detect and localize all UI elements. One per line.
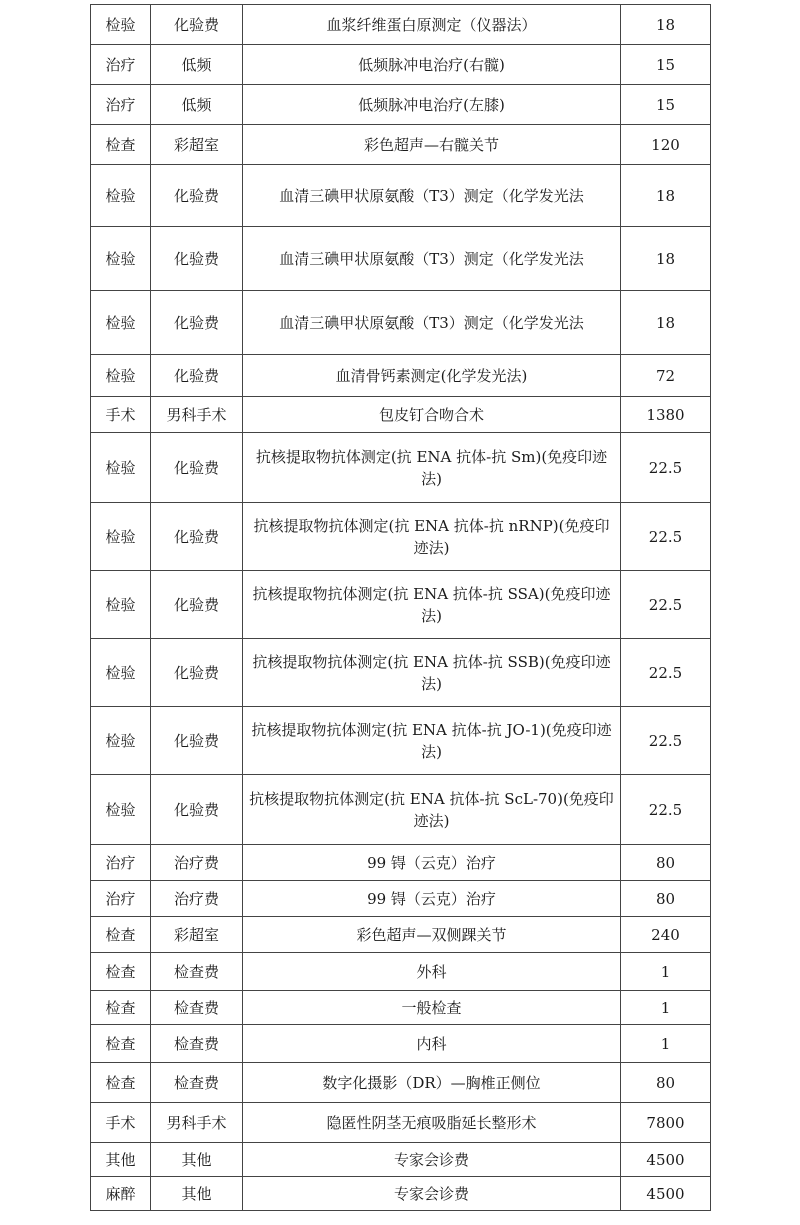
category-cell: 检验 — [91, 433, 151, 503]
price-cell: 4500 — [621, 1143, 711, 1177]
table-row — [91, 1177, 711, 1211]
type-cell: 检查费 — [151, 1063, 243, 1103]
type-cell: 治疗费 — [151, 881, 243, 917]
type-cell: 化验费 — [151, 775, 243, 845]
item-cell: 一般检查 — [243, 991, 621, 1025]
category-cell: 手术 — [91, 1103, 151, 1143]
type-cell: 治疗费 — [151, 845, 243, 881]
table-row — [91, 1063, 711, 1103]
item-cell: 抗核提取物抗体测定(抗 ENA 抗体-抗 Sm)(免疫印迹法) — [243, 433, 621, 503]
type-cell: 检查费 — [151, 1025, 243, 1063]
category-cell: 麻醉 — [91, 1177, 151, 1211]
item-cell: 血清骨钙素测定(化学发光法) — [243, 355, 621, 397]
type-cell: 检查费 — [151, 953, 243, 991]
category-cell: 检查 — [91, 917, 151, 953]
price-cell: 18 — [621, 291, 711, 355]
category-cell: 检验 — [91, 775, 151, 845]
item-cell: 隐匿性阴茎无痕吸脂延长整形术 — [243, 1103, 621, 1143]
item-cell: 抗核提取物抗体测定(抗 ENA 抗体-抗 JO-1)(免疫印迹法) — [243, 707, 621, 775]
price-cell: 1380 — [621, 397, 711, 433]
price-cell: 22.5 — [621, 639, 711, 707]
table-row — [91, 881, 711, 917]
price-cell: 1 — [621, 1025, 711, 1063]
price-cell: 80 — [621, 881, 711, 917]
table-row — [91, 433, 711, 503]
type-cell: 化验费 — [151, 5, 243, 45]
price-cell: 4500 — [621, 1177, 711, 1211]
category-cell: 检验 — [91, 355, 151, 397]
table-row — [91, 355, 711, 397]
table-row — [91, 1025, 711, 1063]
type-cell: 彩超室 — [151, 917, 243, 953]
category-cell: 检查 — [91, 125, 151, 165]
price-cell: 120 — [621, 125, 711, 165]
category-cell: 检验 — [91, 165, 151, 227]
type-cell: 化验费 — [151, 707, 243, 775]
item-cell: 彩色超声—双侧踝关节 — [243, 917, 621, 953]
item-cell: 抗核提取物抗体测定(抗 ENA 抗体-抗 SSA)(免疫印迹法) — [243, 571, 621, 639]
item-cell: 99 锝（云克）治疗 — [243, 845, 621, 881]
price-cell: 22.5 — [621, 707, 711, 775]
price-cell: 1 — [621, 953, 711, 991]
item-cell: 专家会诊费 — [243, 1143, 621, 1177]
table-row — [91, 227, 711, 291]
price-cell: 15 — [621, 45, 711, 85]
price-cell: 22.5 — [621, 571, 711, 639]
table-row — [91, 953, 711, 991]
category-cell: 检验 — [91, 707, 151, 775]
item-cell: 彩色超声—右髋关节 — [243, 125, 621, 165]
table-row — [91, 165, 711, 227]
price-cell: 7800 — [621, 1103, 711, 1143]
table-row — [91, 397, 711, 433]
category-cell: 手术 — [91, 397, 151, 433]
category-cell: 治疗 — [91, 845, 151, 881]
item-cell: 内科 — [243, 1025, 621, 1063]
price-cell: 80 — [621, 1063, 711, 1103]
type-cell: 化验费 — [151, 571, 243, 639]
price-cell: 1 — [621, 991, 711, 1025]
fee-table-body — [91, 5, 711, 1211]
type-cell: 其他 — [151, 1143, 243, 1177]
item-cell: 包皮钉合吻合术 — [243, 397, 621, 433]
table-row — [91, 1103, 711, 1143]
item-cell: 低频脉冲电治疗(右髋) — [243, 45, 621, 85]
table-row — [91, 571, 711, 639]
table-row — [91, 125, 711, 165]
category-cell: 检查 — [91, 991, 151, 1025]
table-row — [91, 85, 711, 125]
price-cell: 18 — [621, 5, 711, 45]
item-cell: 外科 — [243, 953, 621, 991]
item-cell: 血清三碘甲状原氨酸（T3）测定（化学发光法 — [243, 165, 621, 227]
price-cell: 72 — [621, 355, 711, 397]
type-cell: 男科手术 — [151, 1103, 243, 1143]
category-cell: 检验 — [91, 227, 151, 291]
item-cell: 血浆纤维蛋白原测定（仪器法） — [243, 5, 621, 45]
price-cell: 15 — [621, 85, 711, 125]
table-row — [91, 639, 711, 707]
price-cell: 18 — [621, 227, 711, 291]
table-row — [91, 45, 711, 85]
table-row — [91, 1143, 711, 1177]
type-cell: 化验费 — [151, 291, 243, 355]
table-row — [91, 707, 711, 775]
item-cell: 抗核提取物抗体测定(抗 ENA 抗体-抗 nRNP)(免疫印迹法) — [243, 503, 621, 571]
category-cell: 检查 — [91, 1063, 151, 1103]
category-cell: 检验 — [91, 571, 151, 639]
category-cell: 检查 — [91, 1025, 151, 1063]
price-cell: 22.5 — [621, 503, 711, 571]
item-cell: 抗核提取物抗体测定(抗 ENA 抗体-抗 ScL-70)(免疫印迹法) — [243, 775, 621, 845]
type-cell: 检查费 — [151, 991, 243, 1025]
type-cell: 化验费 — [151, 165, 243, 227]
type-cell: 男科手术 — [151, 397, 243, 433]
type-cell: 化验费 — [151, 639, 243, 707]
type-cell: 低频 — [151, 45, 243, 85]
price-cell: 22.5 — [621, 775, 711, 845]
category-cell: 检验 — [91, 639, 151, 707]
table-row — [91, 917, 711, 953]
item-cell: 血清三碘甲状原氨酸（T3）测定（化学发光法 — [243, 227, 621, 291]
category-cell: 检验 — [91, 5, 151, 45]
table-row — [91, 991, 711, 1025]
type-cell: 其他 — [151, 1177, 243, 1211]
type-cell: 化验费 — [151, 503, 243, 571]
item-cell: 抗核提取物抗体测定(抗 ENA 抗体-抗 SSB)(免疫印迹法) — [243, 639, 621, 707]
type-cell: 化验费 — [151, 433, 243, 503]
category-cell: 检查 — [91, 953, 151, 991]
category-cell: 检验 — [91, 291, 151, 355]
category-cell: 治疗 — [91, 881, 151, 917]
table-row — [91, 775, 711, 845]
price-cell: 240 — [621, 917, 711, 953]
table-row — [91, 503, 711, 571]
type-cell: 化验费 — [151, 227, 243, 291]
price-cell: 22.5 — [621, 433, 711, 503]
category-cell: 治疗 — [91, 85, 151, 125]
item-cell: 专家会诊费 — [243, 1177, 621, 1211]
price-cell: 18 — [621, 165, 711, 227]
type-cell: 彩超室 — [151, 125, 243, 165]
table-row — [91, 291, 711, 355]
item-cell: 数字化摄影（DR）—胸椎正侧位 — [243, 1063, 621, 1103]
category-cell: 其他 — [91, 1143, 151, 1177]
category-cell: 治疗 — [91, 45, 151, 85]
fee-table — [90, 4, 711, 1211]
type-cell: 化验费 — [151, 355, 243, 397]
item-cell: 血清三碘甲状原氨酸（T3）测定（化学发光法 — [243, 291, 621, 355]
category-cell: 检验 — [91, 503, 151, 571]
table-row — [91, 845, 711, 881]
item-cell: 低频脉冲电治疗(左膝) — [243, 85, 621, 125]
price-cell: 80 — [621, 845, 711, 881]
table-row — [91, 5, 711, 45]
type-cell: 低频 — [151, 85, 243, 125]
item-cell: 99 锝（云克）治疗 — [243, 881, 621, 917]
